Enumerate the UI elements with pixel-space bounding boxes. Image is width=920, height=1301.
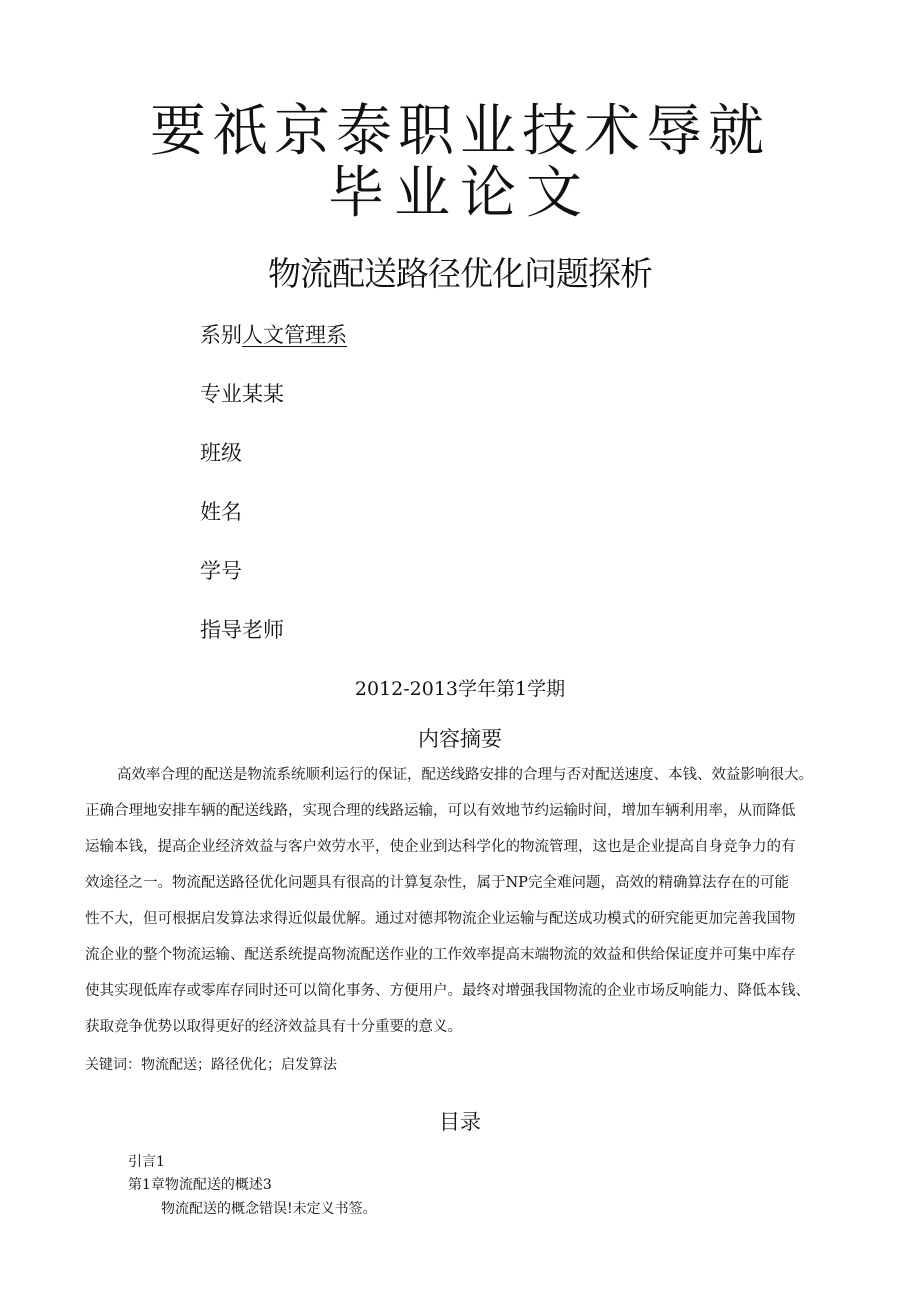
school-name: 要祇京泰职业技术辱就 [150,99,770,164]
abstract-heading: 内容摘要 [418,727,502,751]
info-value-major: 某某 [242,382,284,406]
info-row-advisor [200,616,284,644]
toc-item-chapter-1[interactable]: 第1章物流配送的概述3 [128,1177,272,1193]
keywords: 关键词：物流配送；路径优化；启发算法 [85,1057,337,1073]
info-row-department [200,321,347,349]
abstract-line: 流企业的整个物流运输、配送系统提高物流配送作业的工作效率提高末端物流的效益和供给保证度并可集中库存 [85,947,796,963]
info-label-department: 系别 [200,323,242,347]
info-row-class [200,439,242,467]
info-label-major: 专业 [200,382,242,406]
info-label-advisor: 指导老师 [200,618,284,642]
abstract-body [85,761,865,1049]
toc-item-introduction[interactable]: 引言1 [128,1154,165,1170]
abstract-line: 运输本钱，提高企业经济效益与客户效劳水平，使企业到达科学化的物流管理，这也是企业提高自身竞争力的有 [85,839,796,855]
thesis-title: 物流配送路径优化问题探析 [268,254,652,293]
info-label-name: 姓名 [200,500,242,524]
abstract-line: 正确合理地安排车辆的配送线路，实现合理的线路运输，可以有效地节约运输时间，增加车辆利用率，从而降低 [85,803,796,819]
thesis-kind-title: 毕业论文 [328,161,592,226]
abstract-line: 效途径之一。物流配送路径优化问题具有很高的计算复杂性，属于NP完全难问题，高效的精确算法存在的可能 [85,875,789,891]
abstract-line: 获取竞争优势以取得更好的经济效益具有十分重要的意义。 [85,1019,462,1035]
toc-item-section-1-1[interactable]: 物流配送的概念错误!未定义书签。 [161,1201,377,1217]
info-row-name [200,498,242,526]
abstract-line: 使其实现低库存或零库存同时还可以简化事务、方便用户。最终对增强我国物流的企业市场反响能力、降低本钱、 [85,983,810,999]
info-value-department: 人文管理系 [242,323,347,347]
info-label-class: 班级 [200,441,242,465]
info-row-student-id [200,557,242,585]
toc-heading: 目录 [439,1110,481,1134]
academic-term: 2012-2013学年第1学期 [354,678,566,700]
abstract-line: 高效率合理的配送是物流系统顺利运行的保证，配送线路安排的合理与否对配送速度、本钱、效益影响很大。 [117,767,813,783]
info-row-major [200,380,284,408]
abstract-line: 性不大，但可根据启发算法求得近似最优解。通过对德邦物流企业运输与配送成功模式的研究能更加完善我国物 [85,911,796,927]
info-label-student-id: 学号 [200,559,242,583]
